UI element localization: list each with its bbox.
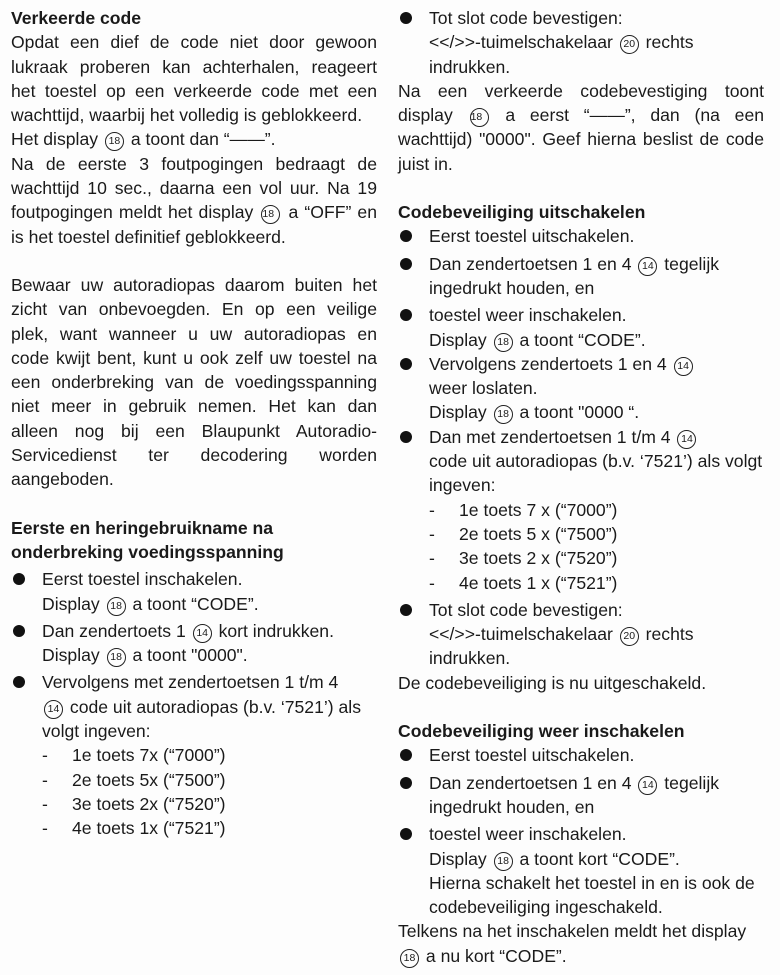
bullet-item: Tot slot code bevestigen: <</>>-tuimelschakelaar 20 rechts indrukken. [398, 598, 764, 671]
ref-preset-keys-icon: 14 [638, 257, 657, 276]
bullet-item: Eerst toestel uitschakelen. [398, 743, 764, 767]
step-item: - 3e toets 2x (“7520”) [11, 792, 377, 816]
ref-display-icon: 18 [400, 949, 419, 968]
ref-preset-keys-icon: 14 [638, 776, 657, 795]
wrong-confirm-paragraph: Na een verkeerde codebevestiging toont display 18 a eerst “——”, dan (na een wachttijd) "0000". Geef hierna beslist de code juist in. [398, 80, 765, 174]
wrong-code-display: Het display 18 a toont dan “——”. [11, 129, 276, 150]
ref-display-icon: 18 [105, 132, 124, 151]
ref-display-icon: 18 [107, 648, 126, 667]
heading-first-use: Eerste en heringebruikname na onderbreking voedingsspanning [11, 517, 284, 562]
ref-preset-keys-icon: 14 [674, 357, 693, 376]
ref-display-icon: 18 [494, 405, 513, 424]
wrong-code-paragraph: Opdat een dief de code niet door gewoon lukraak proberen kan achterhalen, reageert het toestel op een verkeerde code met een wachttijd, waarbij het volledig is geblokkeerd. [11, 32, 377, 126]
enabled-note: Telkens na het inschakelen meldt het display 18 a nu kort “CODE”. [398, 921, 747, 966]
bullet-item: Vervolgens met zendertoetsen 1 t/m 4 14 code uit autoradiopas (b.v. ‘7521’) als volgt ingeven: [11, 670, 377, 743]
bullet-item: toestel weer inschakelen. Display 18 a toont kort “CODE”. Hierna schakelt het toestel in en is ook de codebeveiliging ingeschakeld. [398, 822, 764, 919]
step-item: - 4e toets 1x (“7521”) [11, 816, 377, 840]
ref-preset-keys-icon: 14 [193, 624, 212, 643]
ref-preset-keys-icon: 14 [44, 700, 63, 719]
step-item: - 1e toets 7x (“7000”) [11, 743, 377, 767]
heading-disable-code: Codebeveiliging uitschakelen [398, 202, 646, 223]
bullet-item: Tot slot code bevestigen: <</>>-tuimelschakelaar 20 rechts indrukken. [398, 6, 764, 79]
bullet-item: Vervolgens zendertoets 1 en 4 14 weer loslaten. Display 18 a toont "0000 “. [398, 352, 764, 425]
step-item: - 2e toets 5 x (“7500”) [398, 522, 764, 546]
ref-display-icon: 18 [494, 333, 513, 352]
ref-rocker-switch-icon: 20 [620, 35, 639, 54]
bullet-item: Dan met zendertoetsen 1 t/m 4 14 code uit autoradiopas (b.v. ‘7521’) als volgt ingeven: [398, 425, 764, 498]
left-column [11, 6, 377, 841]
ref-display-icon: 18 [494, 852, 513, 871]
step-item: - 2e toets 5x (“7500”) [11, 768, 377, 792]
step-item: - 1e toets 7 x (“7000”) [398, 498, 764, 522]
right-column [398, 6, 764, 968]
ref-display-icon: 18 [470, 108, 489, 127]
heading-enable-code: Codebeveiliging weer inschakelen [398, 721, 685, 742]
bullet-item: Dan zendertoets 1 14 kort indrukken. Display 18 a toont "0000". [11, 619, 377, 668]
bullet-item: Eerst toestel inschakelen. Display 18 a toont “CODE”. [11, 567, 377, 616]
ref-display-icon: 18 [261, 205, 280, 224]
ref-preset-keys-icon: 14 [677, 430, 696, 449]
disabled-note: De codebeveiliging is nu uitgeschakeld. [398, 672, 707, 693]
wrong-code-attempts: Na de eerste 3 foutpogingen bedraagt de wachttijd 10 sec., daarna een vol uur. Na 19 foutpogingen meldt het display 18 a “OFF” en is het toestel definitief geblokkeerd. [11, 153, 377, 247]
bullet-item: Eerst toestel uitschakelen. [398, 224, 764, 248]
heading-wrong-code: Verkeerde code [11, 8, 142, 28]
step-item: - 4e toets 1 x (“7521”) [398, 571, 764, 595]
bullet-item: toestel weer inschakelen. Display 18 a toont “CODE”. [398, 303, 764, 352]
step-item: - 3e toets 2 x (“7520”) [398, 546, 764, 570]
keep-pass-paragraph: Bewaar uw autoradiopas daarom buiten het zicht van onbevoegden. En op een veilige plek, want wanneer u uw autoradiopas en code kwijt bent, kunt u ook zelf uw toestel na een onderbreking van de voedingsspanning niet meer in gebruik nemen. Het kan dan alleen nog bij een Blaupunkt Autoradio-Servicedienst ter decodering worden aangeboden. [11, 274, 377, 490]
bullet-item: Dan zendertoetsen 1 en 4 14 tegelijk ingedrukt houden, en [398, 252, 764, 301]
ref-rocker-switch-icon: 20 [620, 627, 639, 646]
bullet-item: Dan zendertoetsen 1 en 4 14 tegelijk ingedrukt houden, en [398, 771, 764, 820]
ref-display-icon: 18 [107, 597, 126, 616]
